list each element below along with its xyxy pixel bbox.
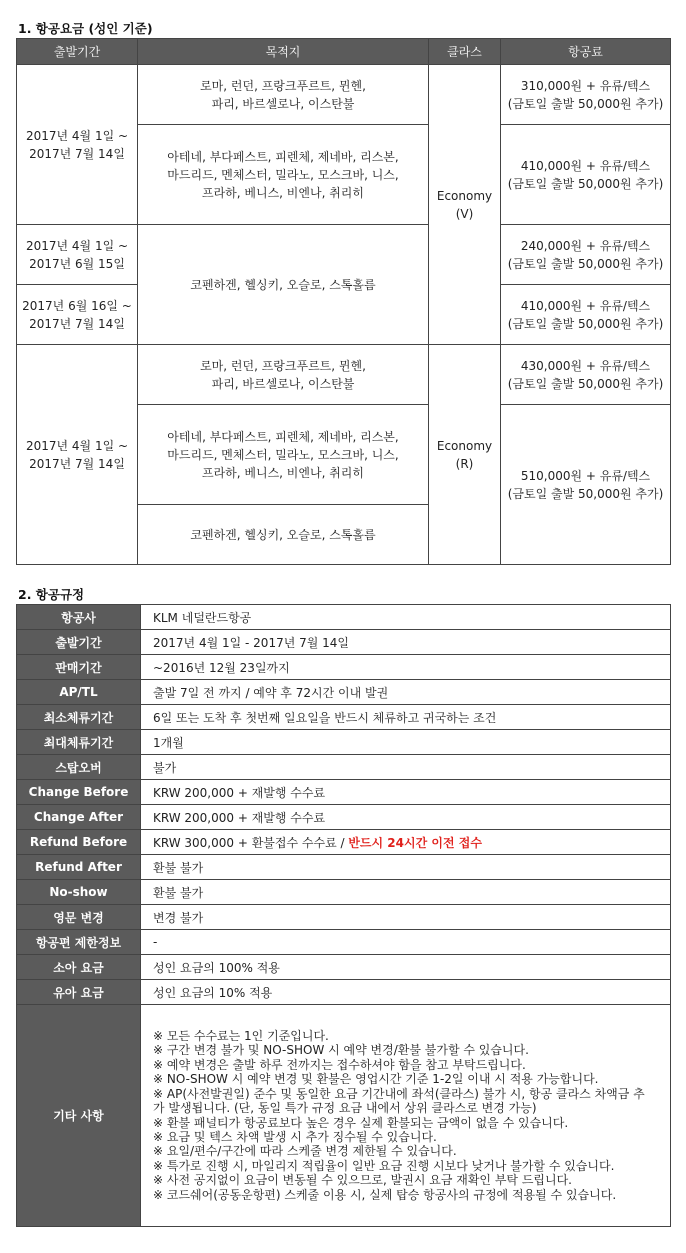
- notes-list: [141, 1005, 671, 1227]
- table-row: [17, 705, 671, 730]
- rule-value: 변경 불가: [141, 905, 671, 930]
- table-row: [17, 225, 671, 285]
- note-item: ※ 사전 공지없이 요금이 변동될 수 있으므로, 발권시 요금 재확인 부탁 드립니다.: [153, 1173, 572, 1188]
- destination-cell: 코펜하겐, 헬싱키, 오슬로, 스톡홀름: [138, 505, 429, 565]
- table-row: [17, 605, 671, 630]
- table-row: [17, 780, 671, 805]
- fare-table-header: [17, 39, 671, 65]
- note-item: ※ 특가로 진행 시, 마일리지 적립율이 일반 요금 진행 시보다 낮거나 불가할 수 있습니다.: [153, 1158, 615, 1173]
- table-row: [17, 655, 671, 680]
- rule-value: ~2016년 12월 23일까지: [141, 655, 671, 680]
- period-cell: 2017년 4월 1일 ~ 2017년 6월 15일: [17, 225, 138, 285]
- fare-cell: 510,000원 + 유류/텍스 (금토일 출발 50,000원 추가): [501, 405, 671, 565]
- table-row: [17, 730, 671, 755]
- section-fares-title: 1. 항공요금 (성인 기준): [18, 21, 153, 36]
- rule-value: 환불 불가: [141, 880, 671, 905]
- rule-label: Change Before: [17, 780, 141, 805]
- destination-cell: 로마, 런던, 프랑크푸르트, 뮌헨, 파리, 바르셀로나, 이스탄불: [138, 65, 429, 125]
- fare-cell: 240,000원 + 유류/텍스 (금토일 출발 50,000원 추가): [501, 225, 671, 285]
- rule-label: AP/TL: [17, 680, 141, 705]
- rule-label: 최소체류기간: [17, 705, 141, 730]
- rule-label: 항공편 제한정보: [17, 930, 141, 955]
- rule-value-highlight: 반드시 24시간 이전 접수: [348, 835, 482, 850]
- table-row: [17, 880, 671, 905]
- table-row: [17, 65, 671, 125]
- rule-value: 1개월: [141, 730, 671, 755]
- table-row: [17, 345, 671, 405]
- table-row: [17, 905, 671, 930]
- rule-label: 영문 변경: [17, 905, 141, 930]
- period-cell: 2017년 4월 1일 ~ 2017년 7월 14일: [17, 65, 138, 225]
- section-rules-title: 2. 항공규정: [18, 587, 85, 602]
- table-row: [17, 805, 671, 830]
- rule-value: 2017년 4월 1일 - 2017년 7월 14일: [141, 630, 671, 655]
- table-row: [17, 830, 671, 855]
- period-cell: 2017년 4월 1일 ~ 2017년 7월 14일: [17, 345, 138, 565]
- destination-cell: 로마, 런던, 프랑크푸르트, 뮌헨, 파리, 바르셀로나, 이스탄불: [138, 345, 429, 405]
- class-cell: Economy (V): [429, 65, 501, 345]
- note-item: ※ 구간 변경 불가 및 NO-SHOW 시 예약 변경/환불 불가할 수 있습니다.: [153, 1043, 529, 1058]
- rule-label: 유아 요금: [17, 980, 141, 1005]
- note-item: ※ AP(사전발권일) 준수 및 동일한 요금 기간내에 좌석(클라스) 불가 시, 항공 클라스 차액금 추: [153, 1086, 645, 1101]
- rule-value: KRW 200,000 + 재발행 수수료: [141, 805, 671, 830]
- note-item: ※ 예약 변경은 출발 하루 전까지는 접수하셔야 함을 참고 부탁드립니다.: [153, 1057, 526, 1072]
- table-row: [17, 930, 671, 955]
- table-row: [17, 680, 671, 705]
- rule-label: 소아 요금: [17, 955, 141, 980]
- note-item: ※ 모든 수수료는 1인 기준입니다.: [153, 1029, 329, 1044]
- rule-label: 스탑오버: [17, 755, 141, 780]
- rule-value: KRW 200,000 + 재발행 수수료: [141, 780, 671, 805]
- destination-cell: 코펜하겐, 헬싱키, 오슬로, 스톡홀름: [138, 225, 429, 345]
- note-item: ※ 코드쉐어(공동운항편) 스케줄 이용 시, 실제 탑승 항공사의 규정에 적용될 수 있습니다.: [153, 1187, 617, 1202]
- note-item: ※ 환불 패널티가 항공료보다 높은 경우 실제 환불되는 금액이 없을 수 있습니다.: [153, 1115, 569, 1130]
- table-row: [17, 955, 671, 980]
- rule-label: 항공사: [17, 605, 141, 630]
- table-row: [17, 855, 671, 880]
- header-period: 출발기간: [17, 39, 138, 65]
- rule-value: 출발 7일 전 까지 / 예약 후 72시간 이내 발권: [141, 680, 671, 705]
- note-item: 가 발생됩니다. (단, 동일 특가 규정 요금 내에서 상위 클라스로 변경 가능): [153, 1101, 537, 1116]
- rule-value: 불가: [141, 755, 671, 780]
- fare-cell: 310,000원 + 유류/텍스 (금토일 출발 50,000원 추가): [501, 65, 671, 125]
- fare-cell: 410,000원 + 유류/텍스 (금토일 출발 50,000원 추가): [501, 285, 671, 345]
- rule-label: Refund After: [17, 855, 141, 880]
- fare-table: [16, 38, 671, 565]
- notes-label: 기타 사항: [17, 1005, 141, 1227]
- header-fare: 항공료: [501, 39, 671, 65]
- period-cell: 2017년 6월 16일 ~ 2017년 7월 14일: [17, 285, 138, 345]
- rule-label: Refund Before: [17, 830, 141, 855]
- table-row: [17, 755, 671, 780]
- destination-cell: 아테네, 부다페스트, 피렌체, 제네바, 리스본, 마드리드, 멘체스터, 밀라노, 모스크바, 니스, 프라하, 베니스, 비엔나, 취리히: [138, 125, 429, 225]
- class-cell: Economy (R): [429, 345, 501, 565]
- destination-cell: 아테네, 부다페스트, 피렌체, 제네바, 리스본, 마드리드, 멘체스터, 밀라노, 모스크바, 니스, 프라하, 베니스, 비엔나, 취리히: [138, 405, 429, 505]
- note-item: ※ 요일/편수/구간에 따라 스케줄 변경 제한될 수 있습니다.: [153, 1144, 457, 1159]
- rule-value: KLM 네덜란드항공: [141, 605, 671, 630]
- rule-label: 최대체류기간: [17, 730, 141, 755]
- rule-value: 성인 요금의 100% 적용: [141, 955, 671, 980]
- note-item: ※ NO-SHOW 시 예약 변경 및 환불은 영업시간 기준 1-2일 이내 시 적용 가능합니다.: [153, 1072, 599, 1087]
- rules-table: [16, 604, 671, 1227]
- note-item: ※ 요금 및 텍스 차액 발생 시 추가 징수될 수 있습니다.: [153, 1129, 437, 1144]
- table-row: [17, 1005, 671, 1227]
- rule-value: -: [141, 930, 671, 955]
- rule-label: 판매기간: [17, 655, 141, 680]
- table-row: [17, 980, 671, 1005]
- fare-cell: 430,000원 + 유류/텍스 (금토일 출발 50,000원 추가): [501, 345, 671, 405]
- header-destination: 목적지: [138, 39, 429, 65]
- rule-value-text: KRW 300,000 + 환불접수 수수료 /: [153, 835, 349, 850]
- rule-label: No-show: [17, 880, 141, 905]
- rule-value: 6일 또는 도착 후 첫번째 일요일을 반드시 체류하고 귀국하는 조건: [141, 705, 671, 730]
- rule-value: [141, 830, 671, 855]
- fare-cell: 410,000원 + 유류/텍스 (금토일 출발 50,000원 추가): [501, 125, 671, 225]
- rule-label: Change After: [17, 805, 141, 830]
- rule-value: 환불 불가: [141, 855, 671, 880]
- table-row: [17, 630, 671, 655]
- rule-label: 출발기간: [17, 630, 141, 655]
- rule-value: 성인 요금의 10% 적용: [141, 980, 671, 1005]
- header-class: 클라스: [429, 39, 501, 65]
